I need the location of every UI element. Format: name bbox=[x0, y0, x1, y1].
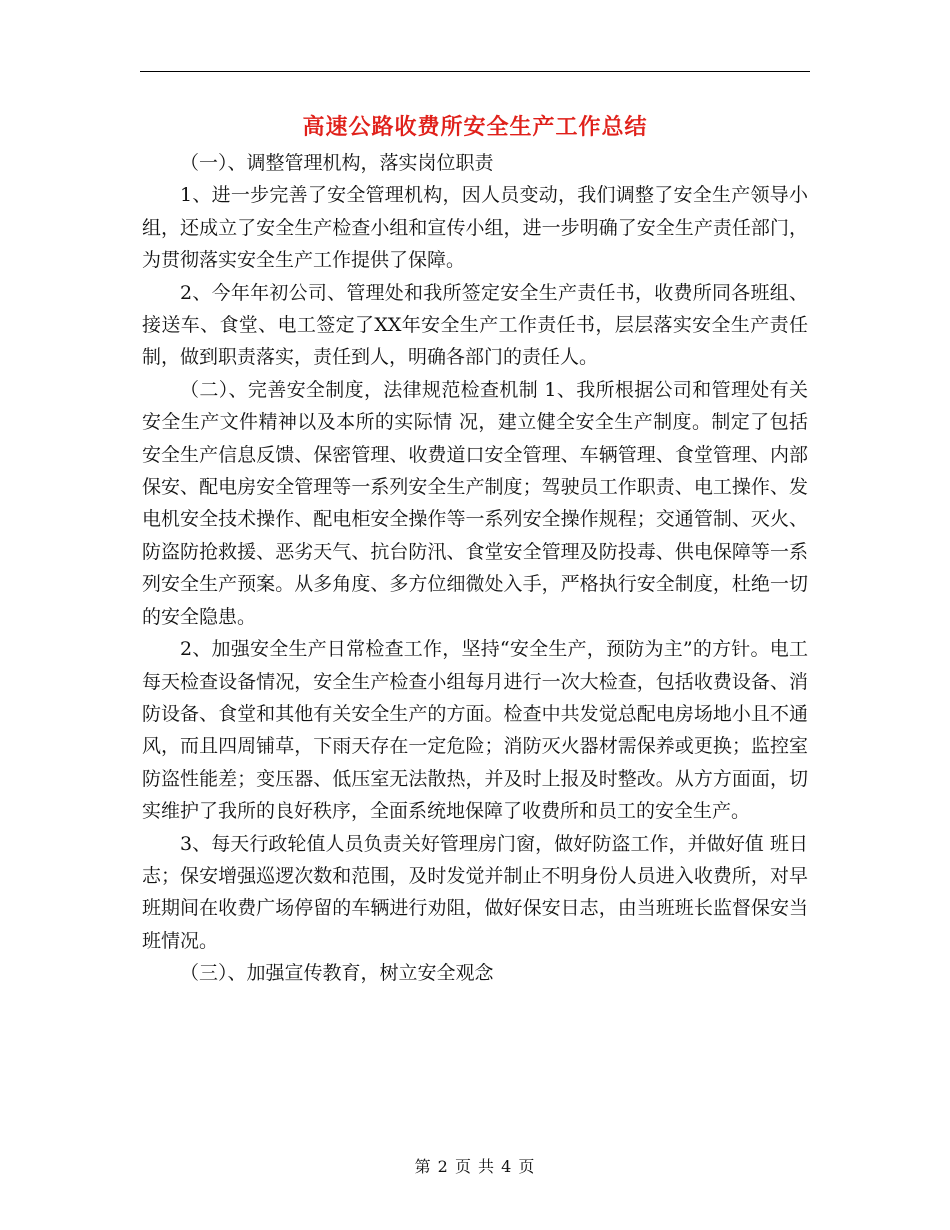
paragraph-2-3: 3、每天行政轮值人员负责关好管理房门窗，做好防盗工作，并做好值 班日志；保安增强巡逻次数和范围，及时发觉并制止不明身份人员进入收费所，对早班期间在收费广场停留的车辆进行劝阻，做好保安日志，由当班班长监督保安当班情况。 bbox=[142, 832, 808, 952]
section-heading-1: （一）、调整管理机构，落实岗位职责 bbox=[180, 152, 494, 174]
paragraph-1-2: 2、今年年初公司、管理处和我所签定安全生产责任书，收费所同各班组、接送车、食堂、电工签定了XX年安全生产工作责任书，层层落实安全生产责任制，做到职责落实，责任到人，明确各部门的责任人。 bbox=[142, 281, 808, 369]
page-number: 第 2 页 共 4 页 bbox=[414, 1157, 536, 1176]
document-body bbox=[142, 147, 808, 990]
document-title: 高速公路收费所安全生产工作总结 bbox=[302, 115, 648, 140]
paragraph-1-1: 1、进一步完善了安全管理机构，因人员变动，我们调整了安全生产领导小组，还成立了安全生产检查小组和宣传小组，进一步明确了安全生产责任部门，为贯彻落实安全生产工作提供了保障。 bbox=[142, 184, 808, 272]
paragraph-2-2: 2、加强安全生产日常检查工作，坚持“安全生产，预防为主”的方针。电工每天检查设备情况，安全生产检查小组每月进行一次大检查，包括收费设备、消防设备、食堂和其他有关安全生产的方面。检查中共发觉总配电房场地小且不通风，而且四周铺草，下雨天存在一定危险；消防灭火器材需保养或更换；监控室防盗性能差；变压器、低压室无法散热，并及时上报及时整改。从方方面面，切实维护了我所的良好秩序，全面系统地保障了收费所和员工的安全生产。 bbox=[142, 638, 808, 823]
section-heading-3: （三）、加强宣传教育，树立安全观念 bbox=[180, 962, 494, 985]
header-rule bbox=[140, 71, 810, 72]
paragraph-2-1: （二）、完善安全制度，法律规范检查机制 1、我所根据公司和管理处有关安全生产文件精神以及本所的实际情 况，建立健全安全生产制度。制定了包括安全生产信息反馈、保密管理、收费道口安全管理、车辆管理、食堂管理、内部保安、配电房安全管理等一系列安全生产制度；驾驶员工作职责、电工操作、发电机安全技术操作、配电柜安全操作等一系列安全操作规程；交通管制、灭火、防盗防抢救援、恶劣天气、抗台防汛、食堂安全管理及防投毒、供电保障等一系列安全生产预案。从多角度、多方位细微处入手，严格执行安全制度，杜绝一切的安全隐患。 bbox=[142, 378, 808, 628]
